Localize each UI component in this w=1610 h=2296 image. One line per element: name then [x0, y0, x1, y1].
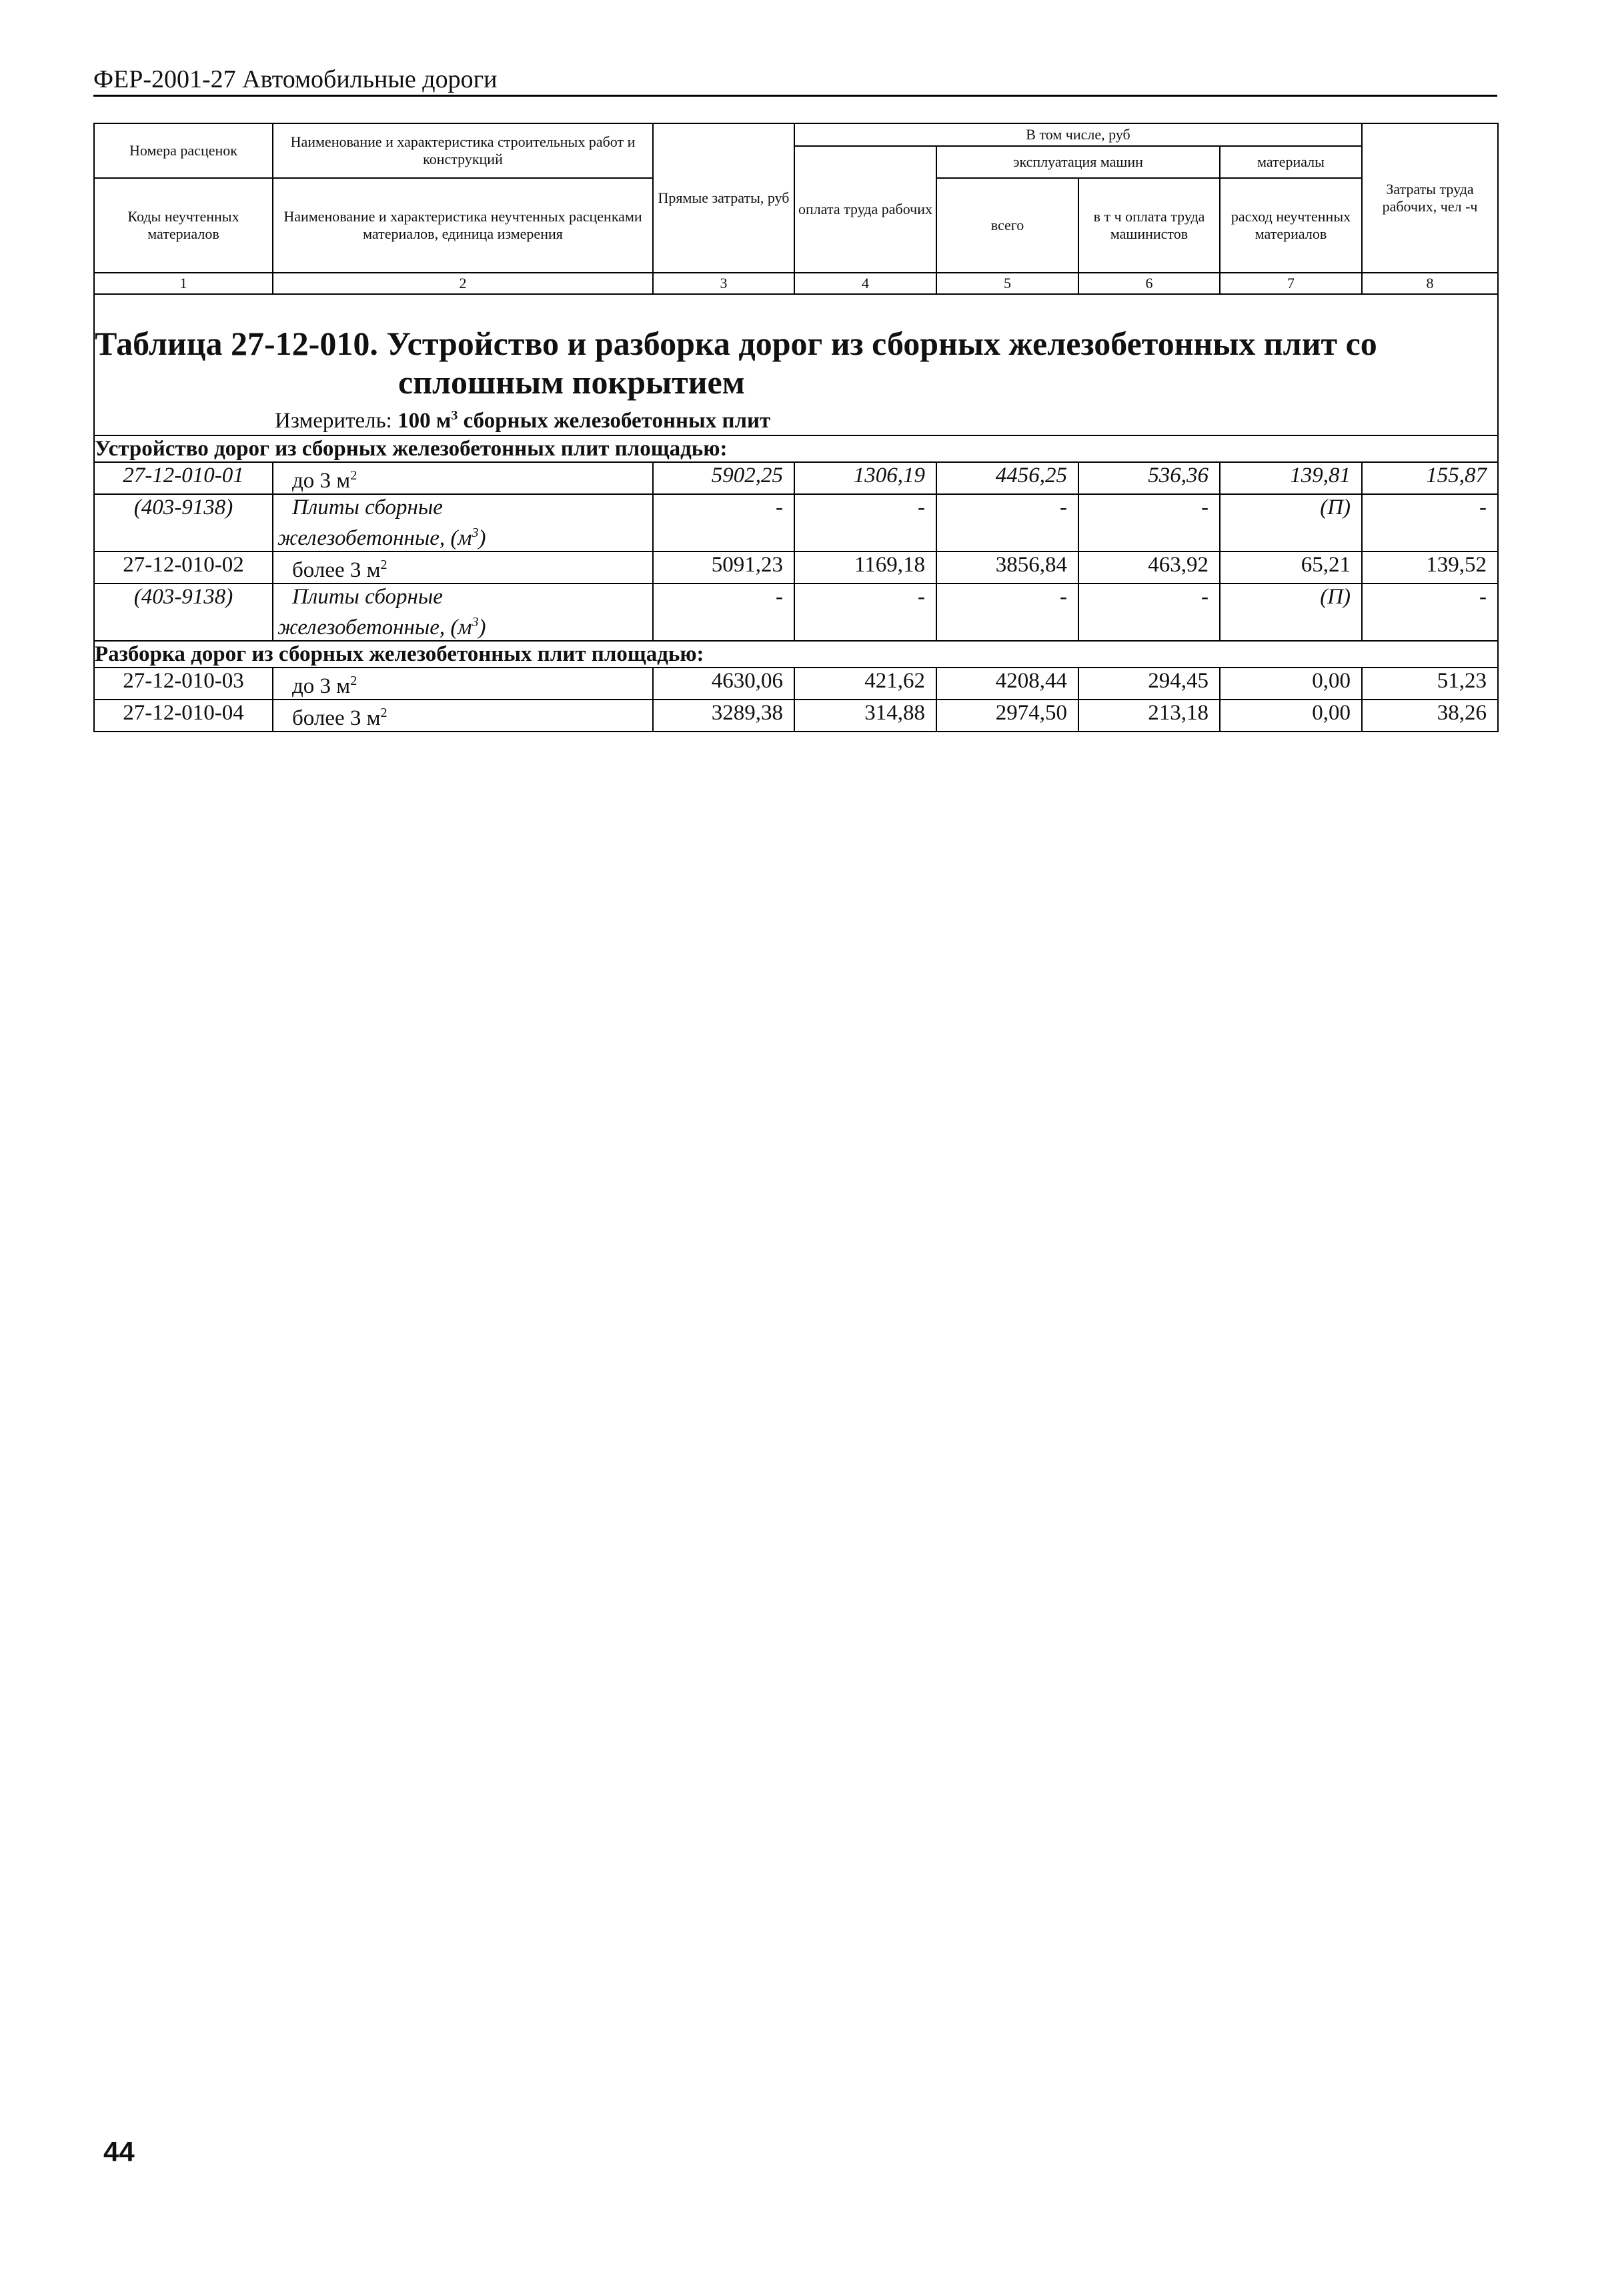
row-direct: 3289,38 [653, 700, 794, 732]
row-name: более 3 $м^2$ [273, 551, 653, 584]
table-subrow [94, 584, 1498, 641]
measure-line: Измеритель: 100 $м^3$ сборных железобетонных плит [275, 408, 771, 433]
material-consumption: (П) [1220, 494, 1362, 551]
row-labor: 421,62 [794, 668, 936, 700]
col8-header: Затраты труда рабочих, чел -ч [1362, 123, 1498, 273]
col-number: 8 [1362, 273, 1498, 294]
page-header [93, 64, 1497, 97]
col1-top-header: Номера расценок [94, 123, 273, 178]
col2-top-header: Наименование и характеристика строительных работ и конструкций [273, 123, 653, 178]
row-name: более 3 $м^2$ [273, 700, 653, 732]
material-hours: - [1362, 494, 1498, 551]
row-machinist-labor: 213,18 [1078, 700, 1220, 732]
row-hours: 139,52 [1362, 551, 1498, 584]
section-heading-install: Устройство дорог из сборных железобетонных плит площадью: [94, 435, 1498, 462]
material-machines: - [936, 584, 1078, 641]
col5-header: всего [936, 178, 1078, 273]
col-number: 2 [273, 273, 653, 294]
row-machines: 4456,25 [936, 462, 1078, 494]
material-hours: - [1362, 584, 1498, 641]
table-row [94, 668, 1498, 700]
table-title-block [94, 294, 1498, 435]
col1-bottom-header: Коды неучтенных материалов [94, 178, 273, 273]
row-code: 27-12-010-02 [94, 551, 273, 584]
col-number: 7 [1220, 273, 1362, 294]
col6-header: в т ч оплата труда машинистов [1078, 178, 1220, 273]
group-header: В том числе, руб [794, 123, 1362, 146]
col3-header: Прямые затраты, руб [653, 123, 794, 273]
row-materials: 65,21 [1220, 551, 1362, 584]
table-row [94, 462, 1498, 494]
material-direct: - [653, 584, 794, 641]
row-hours: 51,23 [1362, 668, 1498, 700]
row-labor: 314,88 [794, 700, 936, 732]
material-direct: - [653, 494, 794, 551]
row-code: 27-12-010-04 [94, 700, 273, 732]
row-machinist-labor: 463,92 [1078, 551, 1220, 584]
material-machines: - [936, 494, 1078, 551]
section-heading-removal: Разборка дорог из сборных железобетонных плит площадью: [94, 641, 1498, 668]
table-row [94, 551, 1498, 584]
row-code: 27-12-010-03 [94, 668, 273, 700]
row-machines: 4208,44 [936, 668, 1078, 700]
col4-header: оплата труда рабочих [794, 146, 936, 273]
material-name: Плиты сборные железобетонные, $(м^3)$ [273, 584, 653, 641]
row-machinist-labor: 536,36 [1078, 462, 1220, 494]
materials-header: материалы [1220, 146, 1362, 178]
col-number: 1 [94, 273, 273, 294]
row-direct: 5091,23 [653, 551, 794, 584]
col2-bottom-header: Наименование и характеристика неучтенных расценками материалов, единица измерения [273, 178, 653, 273]
col-number: 5 [936, 273, 1078, 294]
row-code: 27-12-010-01 [94, 462, 273, 494]
row-materials: 0,00 [1220, 668, 1362, 700]
material-code: (403-9138) [94, 494, 273, 551]
header-title: ФЕР-2001-27 Автомобильные дороги [93, 65, 498, 93]
price-table [93, 123, 1499, 732]
row-labor: 1306,19 [794, 462, 936, 494]
row-hours: 38,26 [1362, 700, 1498, 732]
machines-header: эксплуатация машин [936, 146, 1220, 178]
material-labor: - [794, 584, 936, 641]
table-title: Таблица 27-12-010. Устройство и разборка дорог из сборных железобетонных плит со сплошным покрытием [95, 325, 1377, 401]
row-direct: 5902,25 [653, 462, 794, 494]
page-number: 44 [103, 2136, 135, 2167]
material-name: Плиты сборные железобетонные, $(м^3)$ [273, 494, 653, 551]
col-number: 3 [653, 273, 794, 294]
row-machinist-labor: 294,45 [1078, 668, 1220, 700]
col-number: 6 [1078, 273, 1220, 294]
material-machinist-labor: - [1078, 494, 1220, 551]
material-labor: - [794, 494, 936, 551]
row-machines: 3856,84 [936, 551, 1078, 584]
table-row [94, 700, 1498, 732]
row-materials: 139,81 [1220, 462, 1362, 494]
row-machines: 2974,50 [936, 700, 1078, 732]
row-labor: 1169,18 [794, 551, 936, 584]
row-materials: 0,00 [1220, 700, 1362, 732]
material-code: (403-9138) [94, 584, 273, 641]
row-name: до 3 $м^2$ [273, 668, 653, 700]
row-name: до 3 $м^2$ [273, 462, 653, 494]
table-subrow [94, 494, 1498, 551]
material-machinist-labor: - [1078, 584, 1220, 641]
col-number: 4 [794, 273, 936, 294]
material-consumption: (П) [1220, 584, 1362, 641]
row-hours: 155,87 [1362, 462, 1498, 494]
row-direct: 4630,06 [653, 668, 794, 700]
col7-header: расход неучтенных материалов [1220, 178, 1362, 273]
